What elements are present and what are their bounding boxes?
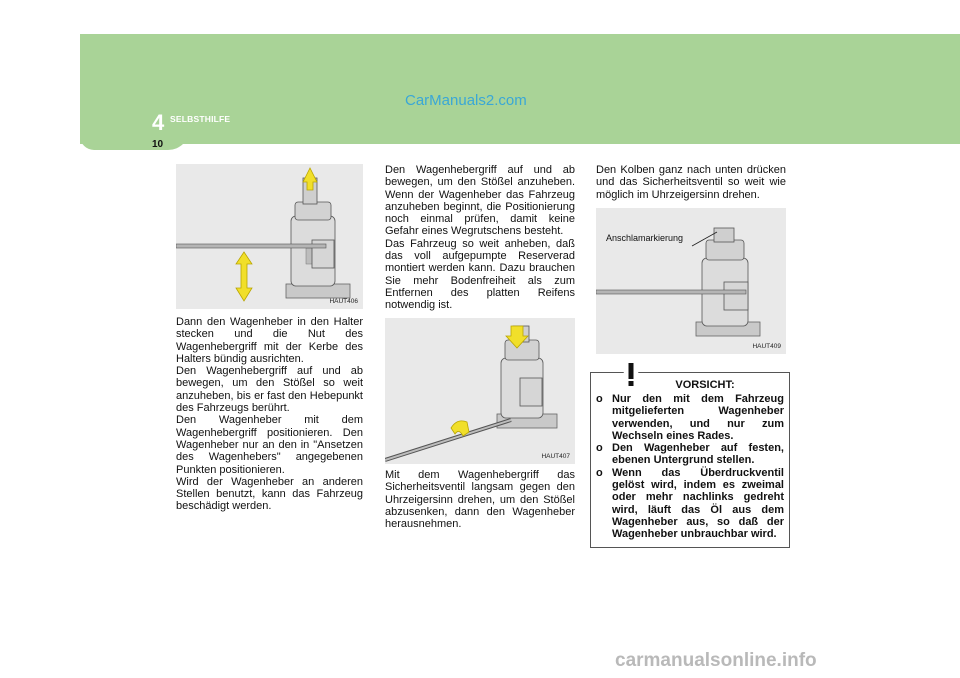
footer-watermark[interactable]: carmanualsonline.info xyxy=(615,650,817,671)
list-item: o Den Wagenheber auf festen, ebenen Untergrund stellen. xyxy=(596,442,784,467)
paragraph: Den Wagenhebergriff auf und ab bewegen, um den Stößel anzuheben. Wenn der Wagenheber das Fahrzeug anzuheben beginnt, die Positionierung noch einmal prüfen, damit keine Gefahr eines Wegrutschens besteht. xyxy=(385,164,575,238)
paragraph: Den Wagenheber mit dem Wagenhebergriff positionieren. Den Wagenheber nur an den in "Ansetzen des Wagenhebers" angegebenen Punkten positionieren. xyxy=(176,414,363,476)
jack-illustration-3 xyxy=(596,208,786,354)
watermark-link[interactable]: CarManuals2.com xyxy=(405,92,527,109)
figure-jack-release xyxy=(385,318,575,464)
chapter-title: SELBSTHILFE xyxy=(170,114,231,124)
list-item: o Nur den mit dem Fahrzeug mitgelieferten Wagenheber verwenden, und nur zum Wechseln eines Rades. xyxy=(596,393,784,442)
page-number: 10 xyxy=(152,139,164,150)
jack-illustration-2 xyxy=(385,318,575,464)
label-anschlamarkierung: Anschlamarkierung xyxy=(606,233,684,243)
paragraph: Den Wagenhebergriff auf und ab bewegen, um den Stößel so weit anzuheben, bis er fast den Hebepunkt des Fahrzeugs berührt. xyxy=(176,365,363,415)
warning-box xyxy=(590,372,790,548)
figure-code: HAUT409 xyxy=(752,343,781,350)
header-band xyxy=(80,34,960,144)
warning-list xyxy=(596,393,784,541)
paragraph: Den Kolben ganz nach unten drücken und das Sicherheitsventil so weit wie möglich im Uhrzeigersinn drehen. xyxy=(596,164,786,201)
chapter-number: 4 xyxy=(152,110,165,135)
figure-code: HAUT407 xyxy=(541,453,570,460)
paragraph: Das Fahrzeug so weit anheben, daß das voll aufgepumpte Reserverad montiert werden kann. Dazu brauchen Sie mehr Bodenfreiheit als zum Entfernen des platten Reifens notwendig ist. xyxy=(385,237,575,312)
column-2-lower-text xyxy=(385,469,575,530)
figure-jack-lower xyxy=(596,208,786,354)
paragraph: Mit dem Wagenhebergriff das Sicherheitsventil langsam gegen den Uhrzeigersinn drehen, um den Stößel abzusenken, dann den Wagenheber herausnehmen. xyxy=(385,469,575,531)
figure-jack-handle-insert xyxy=(176,164,363,309)
page-tab xyxy=(80,120,190,150)
figure-code: HAUT406 xyxy=(329,298,358,305)
warning-title: VORSICHT: xyxy=(675,379,735,391)
column-3-text xyxy=(596,164,786,201)
column-1-text xyxy=(176,316,363,513)
jack-illustration-1 xyxy=(176,164,363,309)
paragraph: Wird der Wagenheber an anderen Stellen benutzt, kann das Fahrzeug beschädigt werden. xyxy=(176,475,363,513)
column-2-text xyxy=(385,164,575,312)
paragraph: Dann den Wagenheber in den Halter stecken und die Nut des Wagenhebergriff mit der Kerbe des Halters bündig ausrichten. xyxy=(176,316,363,365)
list-item: o Wenn das Überdruckventil gelöst wird, indem es zweimal oder mehr nachlinks gedreht wird, läuft das Öl aus dem Wagenheber aus, so daß der Wagenheber unbrauchbar wird. xyxy=(596,466,784,541)
